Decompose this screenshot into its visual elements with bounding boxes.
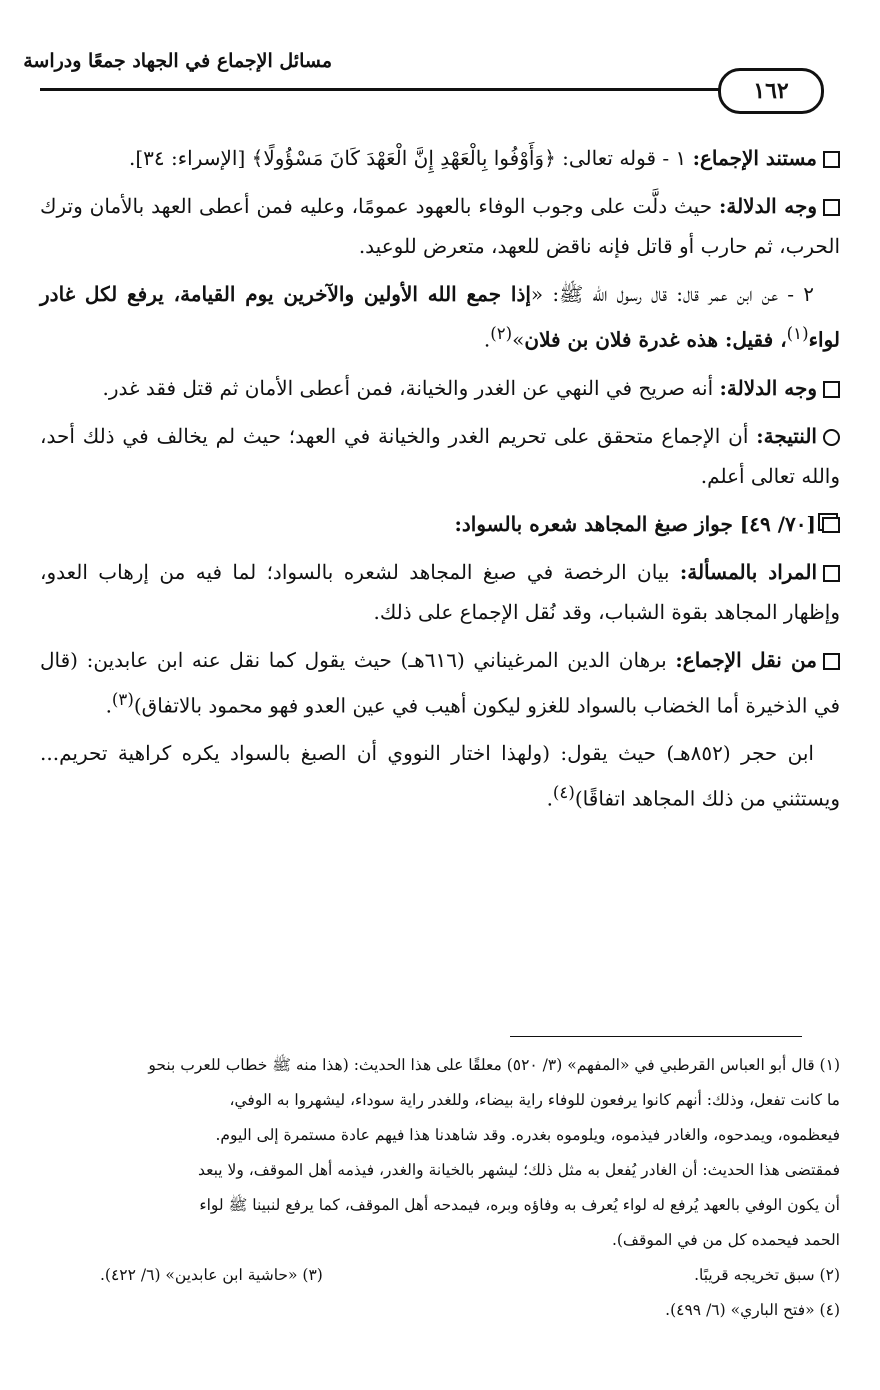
paragraph-lead: النتيجة: bbox=[756, 423, 817, 448]
square-bullet-icon bbox=[823, 653, 840, 670]
hadith-intro: ٢ - عن ابن عمر قال: قال رسول الله ﷺ: « bbox=[530, 282, 815, 306]
square-bullet-icon bbox=[823, 151, 840, 168]
paragraph-lead: من نقل الإجماع: bbox=[675, 647, 817, 672]
paragraph-indication bbox=[40, 186, 840, 266]
section-heading bbox=[40, 504, 840, 544]
footnote-line: (١) قال أبو العباس القرطبي في «المفهم» (٣/ ٥٢٠) معلقًا على هذا الحديث: (هذا منه ﷺ خطاب للعرب بنحو bbox=[148, 1056, 840, 1074]
footnote-ref: (١) bbox=[786, 324, 809, 343]
footnote-line: فمقتضى هذا الحديث: أن الغادر يُفعل به مثل ذلك؛ ليشهر بالخيانة والغدر، فيذمه أهل الموقف، ولا يبعد bbox=[197, 1161, 840, 1179]
footnote-separator bbox=[510, 1036, 802, 1037]
square-bullet-icon bbox=[823, 381, 840, 398]
running-header-title: مسائل الإجماع في الجهاد جمعًا ودراسة bbox=[23, 50, 332, 72]
paragraph-text: حيث دلَّت على وجوب الوفاء بالعهود عمومًا، وعليه فمن أعطى العهد بالأمان وترك الحرب، ثم حارب أو قاتل فإنه ناقض للعهد، متعرض للوعيد. bbox=[40, 194, 840, 258]
footnote-line: الحمد فيحمده كل من في الموقف). bbox=[611, 1231, 840, 1249]
hadith-text: ، فقيل: هذه غدرة فلان بن فلان bbox=[524, 327, 787, 352]
sentence-end: . bbox=[483, 327, 491, 352]
footnotes bbox=[40, 1048, 840, 1328]
footnote-line: ما كانت تفعل، وذلك: أنهم كانوا يرفعون للوفاء راية بيضاء، وللغدر راية سوداء، ليشهروا به الوفي، bbox=[229, 1091, 840, 1109]
paragraph-text: بيان الرخصة في صبغ المجاهد لشعره بالسواد؛ لما فيه من إرهاب العدو، وإظهار المجاهد بقوة الشباب، وقد نُقل الإجماع على ذلك. bbox=[40, 559, 840, 624]
footnote-row bbox=[40, 1258, 840, 1293]
book-icon bbox=[822, 517, 840, 533]
section-title: [٧٠/ ٤٩] جواز صبغ المجاهد شعره بالسواد: bbox=[454, 511, 816, 536]
footnote-line: فيعظموه، ويمدحوه، والغادر فيذموه، ويلوموه بغدره. وقد شاهدنا هذا فيهم عادة مستمرة إلى اليوم. bbox=[215, 1126, 840, 1144]
footnote-ref: (٢) bbox=[490, 324, 513, 343]
paragraph-hadith bbox=[40, 274, 840, 360]
footnote-line: أن يكون الوفي بالعهد يُرفع له لواء يُعرف به وفاؤه وبره، فيمدحه أهل الموقف، كما يرفع لنبينا ﷺ لواء bbox=[199, 1196, 840, 1214]
paragraph-meaning bbox=[40, 552, 840, 632]
square-bullet-icon bbox=[823, 199, 840, 216]
footnote-ref: (٤) bbox=[552, 783, 575, 803]
square-bullet-icon bbox=[823, 565, 840, 582]
paragraph-lead: المراد بالمسألة: bbox=[679, 559, 818, 584]
paragraph-text: برهان الدين المرغيناني (٦١٦هـ) حيث يقول كما نقل عنه ابن عابدين: (قال في الذخيرة أما الخضاب بالسواد للغزو ليكون أهيب في عين العدو فهو محمود بالاتفاق) bbox=[40, 647, 840, 718]
header-rule bbox=[40, 88, 738, 91]
paragraph-transmitters bbox=[40, 640, 840, 726]
paragraph-lead: وجه الدلالة: bbox=[719, 375, 817, 400]
paragraph-text: أنه صريح في النهي عن الغدر والخيانة، فمن أعطى الأمان ثم قتل فقد غدر. bbox=[102, 375, 720, 400]
circle-bullet-icon bbox=[823, 429, 840, 446]
paragraph-text: أن الإجماع متحقق على تحريم الغدر والخيانة في العهد؛ حيث لم يخالف في ذلك أحد، والله تعالى أعلم. bbox=[40, 423, 840, 488]
footnote-2: (٢) سبق تخريجه قريبًا. bbox=[694, 1266, 840, 1284]
paragraph-evidence bbox=[40, 138, 840, 178]
hadith-close: » bbox=[512, 327, 525, 352]
sentence-end: . bbox=[105, 693, 112, 718]
footnote-3: (٣) «حاشية ابن عابدين» (٦/ ٤٢٢). bbox=[100, 1266, 323, 1284]
page-number: ١٦٢ bbox=[753, 78, 789, 104]
main-text bbox=[40, 138, 840, 827]
paragraph-lead: وجه الدلالة: bbox=[718, 194, 817, 218]
paragraph-lead: مستند الإجماع: bbox=[692, 146, 817, 170]
footnote-4: (٤) «فتح الباري» (٦/ ٤٩٩). bbox=[665, 1301, 840, 1319]
paragraph-ibn-hajar bbox=[40, 733, 840, 819]
paragraph-text: ١ - قوله تعالى: ﴿وَأَوْفُوا بِالْعَهْدِ إِنَّ الْعَهْدَ كَانَ مَسْؤُولًا﴾ [الإسراء: ٣٤]. bbox=[128, 146, 693, 170]
paragraph-text: ابن حجر (٨٥٢هـ) حيث يقول: (ولهذا اختار النووي أن الصبغ بالسواد يكره كراهية تحريم... ويستثني من ذلك المجاهد اتفاقًا) bbox=[40, 741, 840, 811]
paragraph-result bbox=[40, 416, 840, 496]
paragraph-indication-2 bbox=[40, 368, 840, 408]
page-number-badge bbox=[718, 68, 824, 114]
hadith-text: إذا جمع الله الأولين والآخرين يوم القيامة، يرفع لكل غادر لواء bbox=[40, 282, 840, 352]
footnote-ref: (٣) bbox=[111, 689, 134, 709]
sentence-end: . bbox=[546, 786, 553, 811]
